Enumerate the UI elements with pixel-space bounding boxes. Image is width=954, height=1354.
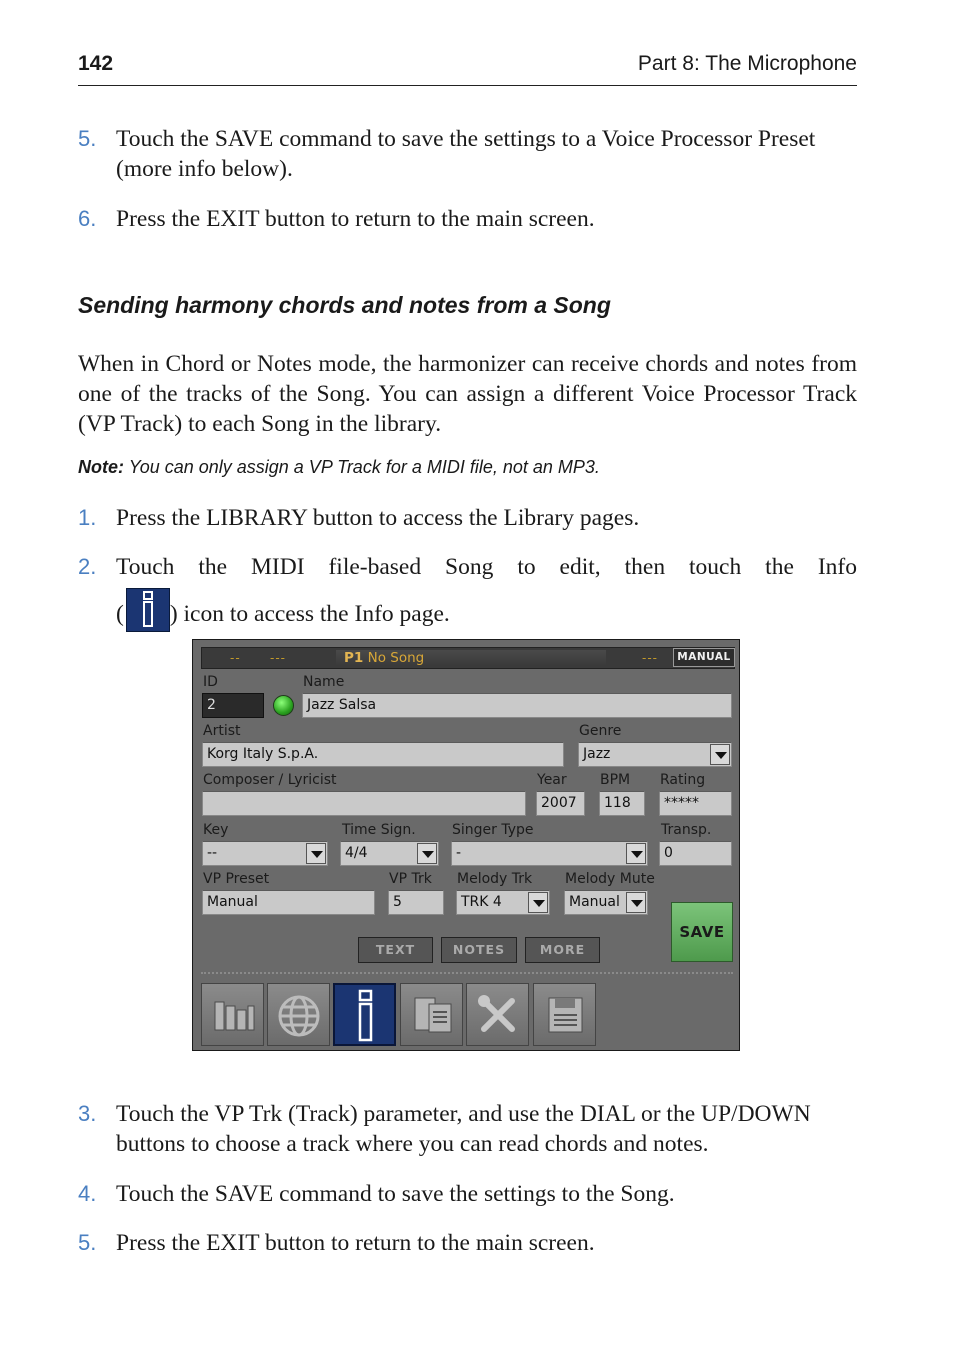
info-tab-icon[interactable] (333, 983, 396, 1046)
chevron-down-icon[interactable] (417, 843, 437, 864)
text-button[interactable]: TEXT (358, 937, 433, 963)
melody-mute-value: Manual (569, 894, 620, 910)
save-button[interactable]: SAVE (671, 902, 733, 962)
song-info-screen (192, 639, 740, 1051)
note-text: You can only assign a VP Track for a MIDI file, not an MP3. (128, 457, 600, 477)
step-number: 6. (78, 206, 97, 231)
step-text: Touch the VP Trk (Track) parameter, and use the DIAL or the UP/DOWN buttons to choose a track where you can read chords and notes. (116, 1101, 811, 1157)
info-icon (126, 588, 170, 632)
save-disk-tab-icon[interactable] (533, 983, 596, 1046)
bpm-label: BPM (600, 772, 631, 788)
page-header-title: Part 8: The Microphone (637, 52, 857, 75)
step-text: Touch the SAVE command to save the settings to a Voice Processor Preset (more info below). (116, 126, 816, 182)
step-text-rest: ) icon to access the Info page. (169, 601, 450, 627)
note (78, 457, 600, 478)
divider (201, 972, 733, 974)
status-dash: -- (230, 651, 241, 665)
transp-label: Transp. (661, 822, 712, 838)
step-number: 4. (78, 1181, 97, 1206)
header-rule (78, 85, 857, 86)
genre-label: Genre (579, 723, 622, 739)
bpm-field[interactable]: 118 (599, 791, 645, 816)
section-paragraph: When in Chord or Notes mode, the harmonizer can receive chords and notes from one of the tracks of the Song. You can assign a different Voice Processor Track (VP Track) to each Song in the library. (78, 351, 857, 437)
id-label: ID (203, 674, 218, 690)
song-title: No Song (367, 650, 425, 666)
step-item (78, 1228, 857, 1258)
step-number: 1. (78, 505, 97, 530)
composer-field[interactable] (202, 791, 526, 816)
paren-open: ( (116, 601, 124, 627)
step-item (78, 124, 857, 184)
melody-mute-dropdown[interactable] (564, 890, 648, 915)
step-item (78, 1099, 857, 1159)
tools-tab-icon[interactable] (466, 983, 529, 1046)
step-text: Press the EXIT button to return to the main screen. (116, 206, 595, 232)
status-dash: --- (642, 651, 658, 665)
step-text: Press the EXIT button to return to the main screen. (116, 1230, 595, 1256)
step-item (78, 1179, 857, 1209)
key-value: -- (207, 845, 218, 861)
id-field[interactable]: 2 (202, 693, 264, 718)
chevron-down-icon[interactable] (626, 892, 646, 913)
slot-label: P1 (344, 650, 364, 666)
name-label: Name (303, 674, 345, 690)
status-dash: --- (270, 651, 286, 665)
step-number: 3. (78, 1101, 97, 1126)
rating-field[interactable]: ***** (659, 791, 732, 816)
singer-type-value: - (456, 845, 462, 861)
name-field[interactable]: Jazz Salsa (302, 693, 732, 718)
status-led (273, 695, 294, 716)
vp-trk-field[interactable]: 5 (388, 890, 444, 915)
step-item (78, 503, 857, 533)
step-text-line2 (116, 588, 857, 632)
year-label: Year (537, 772, 567, 788)
step-item (78, 552, 857, 632)
song-slot (336, 650, 606, 666)
transp-field[interactable]: 0 (659, 841, 732, 866)
melody-trk-value: TRK 4 (461, 894, 502, 910)
step-text-line1: Touch the MIDI file-based Song to edit, then touch the Info (116, 554, 857, 580)
genre-value: Jazz (583, 746, 611, 762)
vp-preset-label: VP Preset (203, 871, 270, 887)
artist-field[interactable]: Korg Italy S.p.A. (202, 742, 564, 767)
manual-button[interactable]: MANUAL (673, 648, 735, 667)
song-status-bar (201, 647, 735, 669)
file-tab-icon[interactable] (400, 983, 463, 1046)
step-number: 5. (78, 1230, 97, 1255)
key-label: Key (203, 822, 229, 838)
composer-label: Composer / Lyricist (203, 772, 337, 788)
chevron-down-icon[interactable] (710, 744, 730, 765)
chevron-down-icon[interactable] (528, 892, 548, 913)
page-number: 142 (78, 52, 114, 75)
chevron-down-icon[interactable] (306, 843, 326, 864)
artist-label: Artist (203, 723, 241, 739)
section-heading: Sending harmony chords and notes from a Song (78, 292, 611, 318)
time-sign-dropdown[interactable] (340, 841, 439, 866)
vp-trk-label: VP Trk (389, 871, 432, 887)
melody-mute-label: Melody Mute (565, 871, 655, 887)
globe-tab-icon[interactable] (267, 983, 330, 1046)
step-number: 5. (78, 126, 97, 151)
step-text: Press the LIBRARY button to access the Library pages. (116, 505, 640, 531)
more-button[interactable]: MORE (525, 937, 600, 963)
singer-type-label: Singer Type (452, 822, 534, 838)
time-sign-value: 4/4 (345, 845, 368, 861)
rating-label: Rating (660, 772, 706, 788)
genre-dropdown[interactable] (578, 742, 732, 767)
key-dropdown[interactable] (202, 841, 328, 866)
melody-trk-label: Melody Trk (457, 871, 533, 887)
chevron-down-icon[interactable] (626, 843, 646, 864)
notes-button[interactable]: NOTES (441, 937, 517, 963)
year-field[interactable]: 2007 (536, 791, 585, 816)
step-item (78, 204, 857, 234)
note-label: Note: (78, 457, 124, 477)
step-text: Touch the SAVE command to save the settings to the Song. (116, 1181, 675, 1207)
melody-trk-dropdown[interactable] (456, 890, 550, 915)
library-tab-icon[interactable] (201, 983, 264, 1046)
singer-type-dropdown[interactable] (451, 841, 648, 866)
step-number: 2. (78, 554, 97, 579)
time-sign-label: Time Sign. (342, 822, 416, 838)
vp-preset-field[interactable]: Manual (202, 890, 375, 915)
